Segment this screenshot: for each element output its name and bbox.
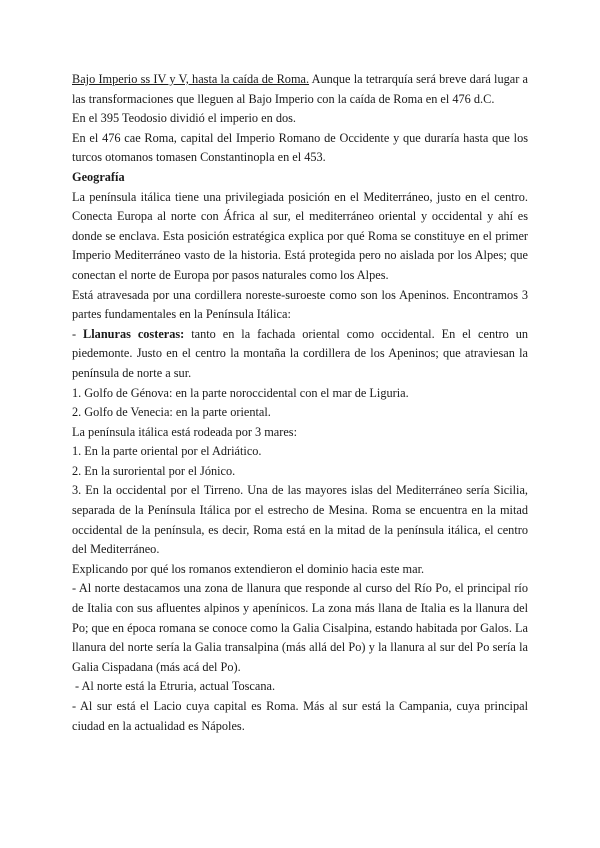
- paragraph-po: - Al norte destacamos una zona de llanura que responde al curso del Río Po, el principal río de Italia con sus afluentes alpinos y apenínicos. La zona más llana de Italia es la llanura del Po; que en época romana se conoce como la Galia Cisalpina, estando habitada por Galos. La llanura del norte sería la Galia transalpina (más allá del Po) y la llanura al sur del Po sería la Galia Cispadana (más acá del Po).: [72, 581, 528, 674]
- paragraph-text: tanto en la fachada oriental como occidental. En el centro un piedemonte. Justo en el centro la montaña la cordillera de los Apeninos; que atraviesan la península de norte a sur.: [72, 326, 528, 380]
- paragraph-posicion: La península itálica tiene una privilegiada posición en el Mediterráneo, justo en el centro. Conecta Europa al norte con África al sur, el mediterráneo oriental y occidental y ahí es donde se enclava. Esta posición estratégica explica por qué Roma se constituye en el primer Imperio Mediterráneo vasto de la historia. Está protegida pero no aislada por los Alpes; que conectan el norte de Europa por pasos naturales como los Alpes.: [72, 189, 528, 282]
- section-title-bajo-imperio: Bajo Imperio ss IV y V, hasta la caída de Roma.: [72, 72, 310, 86]
- document-body: [72, 70, 528, 736]
- paragraph-bajo-imperio: [72, 70, 528, 109]
- paragraph-llanuras: [72, 325, 528, 384]
- paragraph-lacio: - Al sur está el Lacio cuya capital es Roma. Más al sur está la Campania, cuya principal ciudad en la actualidad es Nápoles.: [72, 699, 528, 733]
- paragraph-teodosio: En el 395 Teodosio dividió el imperio en dos.: [72, 111, 296, 126]
- paragraph-apeninos: Está atravesada por una cordillera noreste-suroeste como son los Apeninos. Encontramos 3 partes fundamentales en la Península Itálica:: [72, 287, 528, 322]
- list-dash: -: [72, 326, 84, 341]
- paragraph-dominio: Explicando por qué los romanos extendieron el dominio hacia este mar.: [72, 561, 425, 576]
- paragraph-caida-roma: En el 476 cae Roma, capital del Imperio Romano de Occidente y que duraría hasta que los turcos otomanos tomasen Constantinopla en el 453.: [72, 130, 528, 165]
- list-item-adriatico: 1. En la parte oriental por el Adriático.: [72, 444, 262, 459]
- list-item-venecia: 2. Golfo de Venecia: en la parte oriental.: [72, 405, 271, 420]
- section-heading-geografia: Geografía: [72, 169, 125, 184]
- list-item-tirreno: 3. En la occidental por el Tirreno. Una de las mayores islas del Mediterráneo sería Sicilia, separada de la Península Itálica por el estrecho de Mesina. Roma se encuentra en la mitad occidental de la península, es decir, Roma está en la mitad de la península itálica, el centro del Mediterráneo.: [72, 483, 528, 557]
- list-item-genova: 1. Golfo de Génova: en la parte noroccidental con el mar de Liguria.: [72, 385, 409, 400]
- paragraph-text: Aunque la tetrarquía será breve dará lugar a las transformaciones que lleguen al Bajo Imperio con la caída de Roma en el 476 d.C.: [72, 72, 528, 106]
- paragraph-etruria: - Al norte está la Etruria, actual Toscana.: [75, 679, 276, 694]
- paragraph-mares: La península itálica está rodeada por 3 mares:: [72, 424, 298, 439]
- list-item-jonico: 2. En la suroriental por el Jónico.: [72, 463, 236, 478]
- term-llanuras-costeras: Llanuras costeras:: [83, 326, 185, 341]
